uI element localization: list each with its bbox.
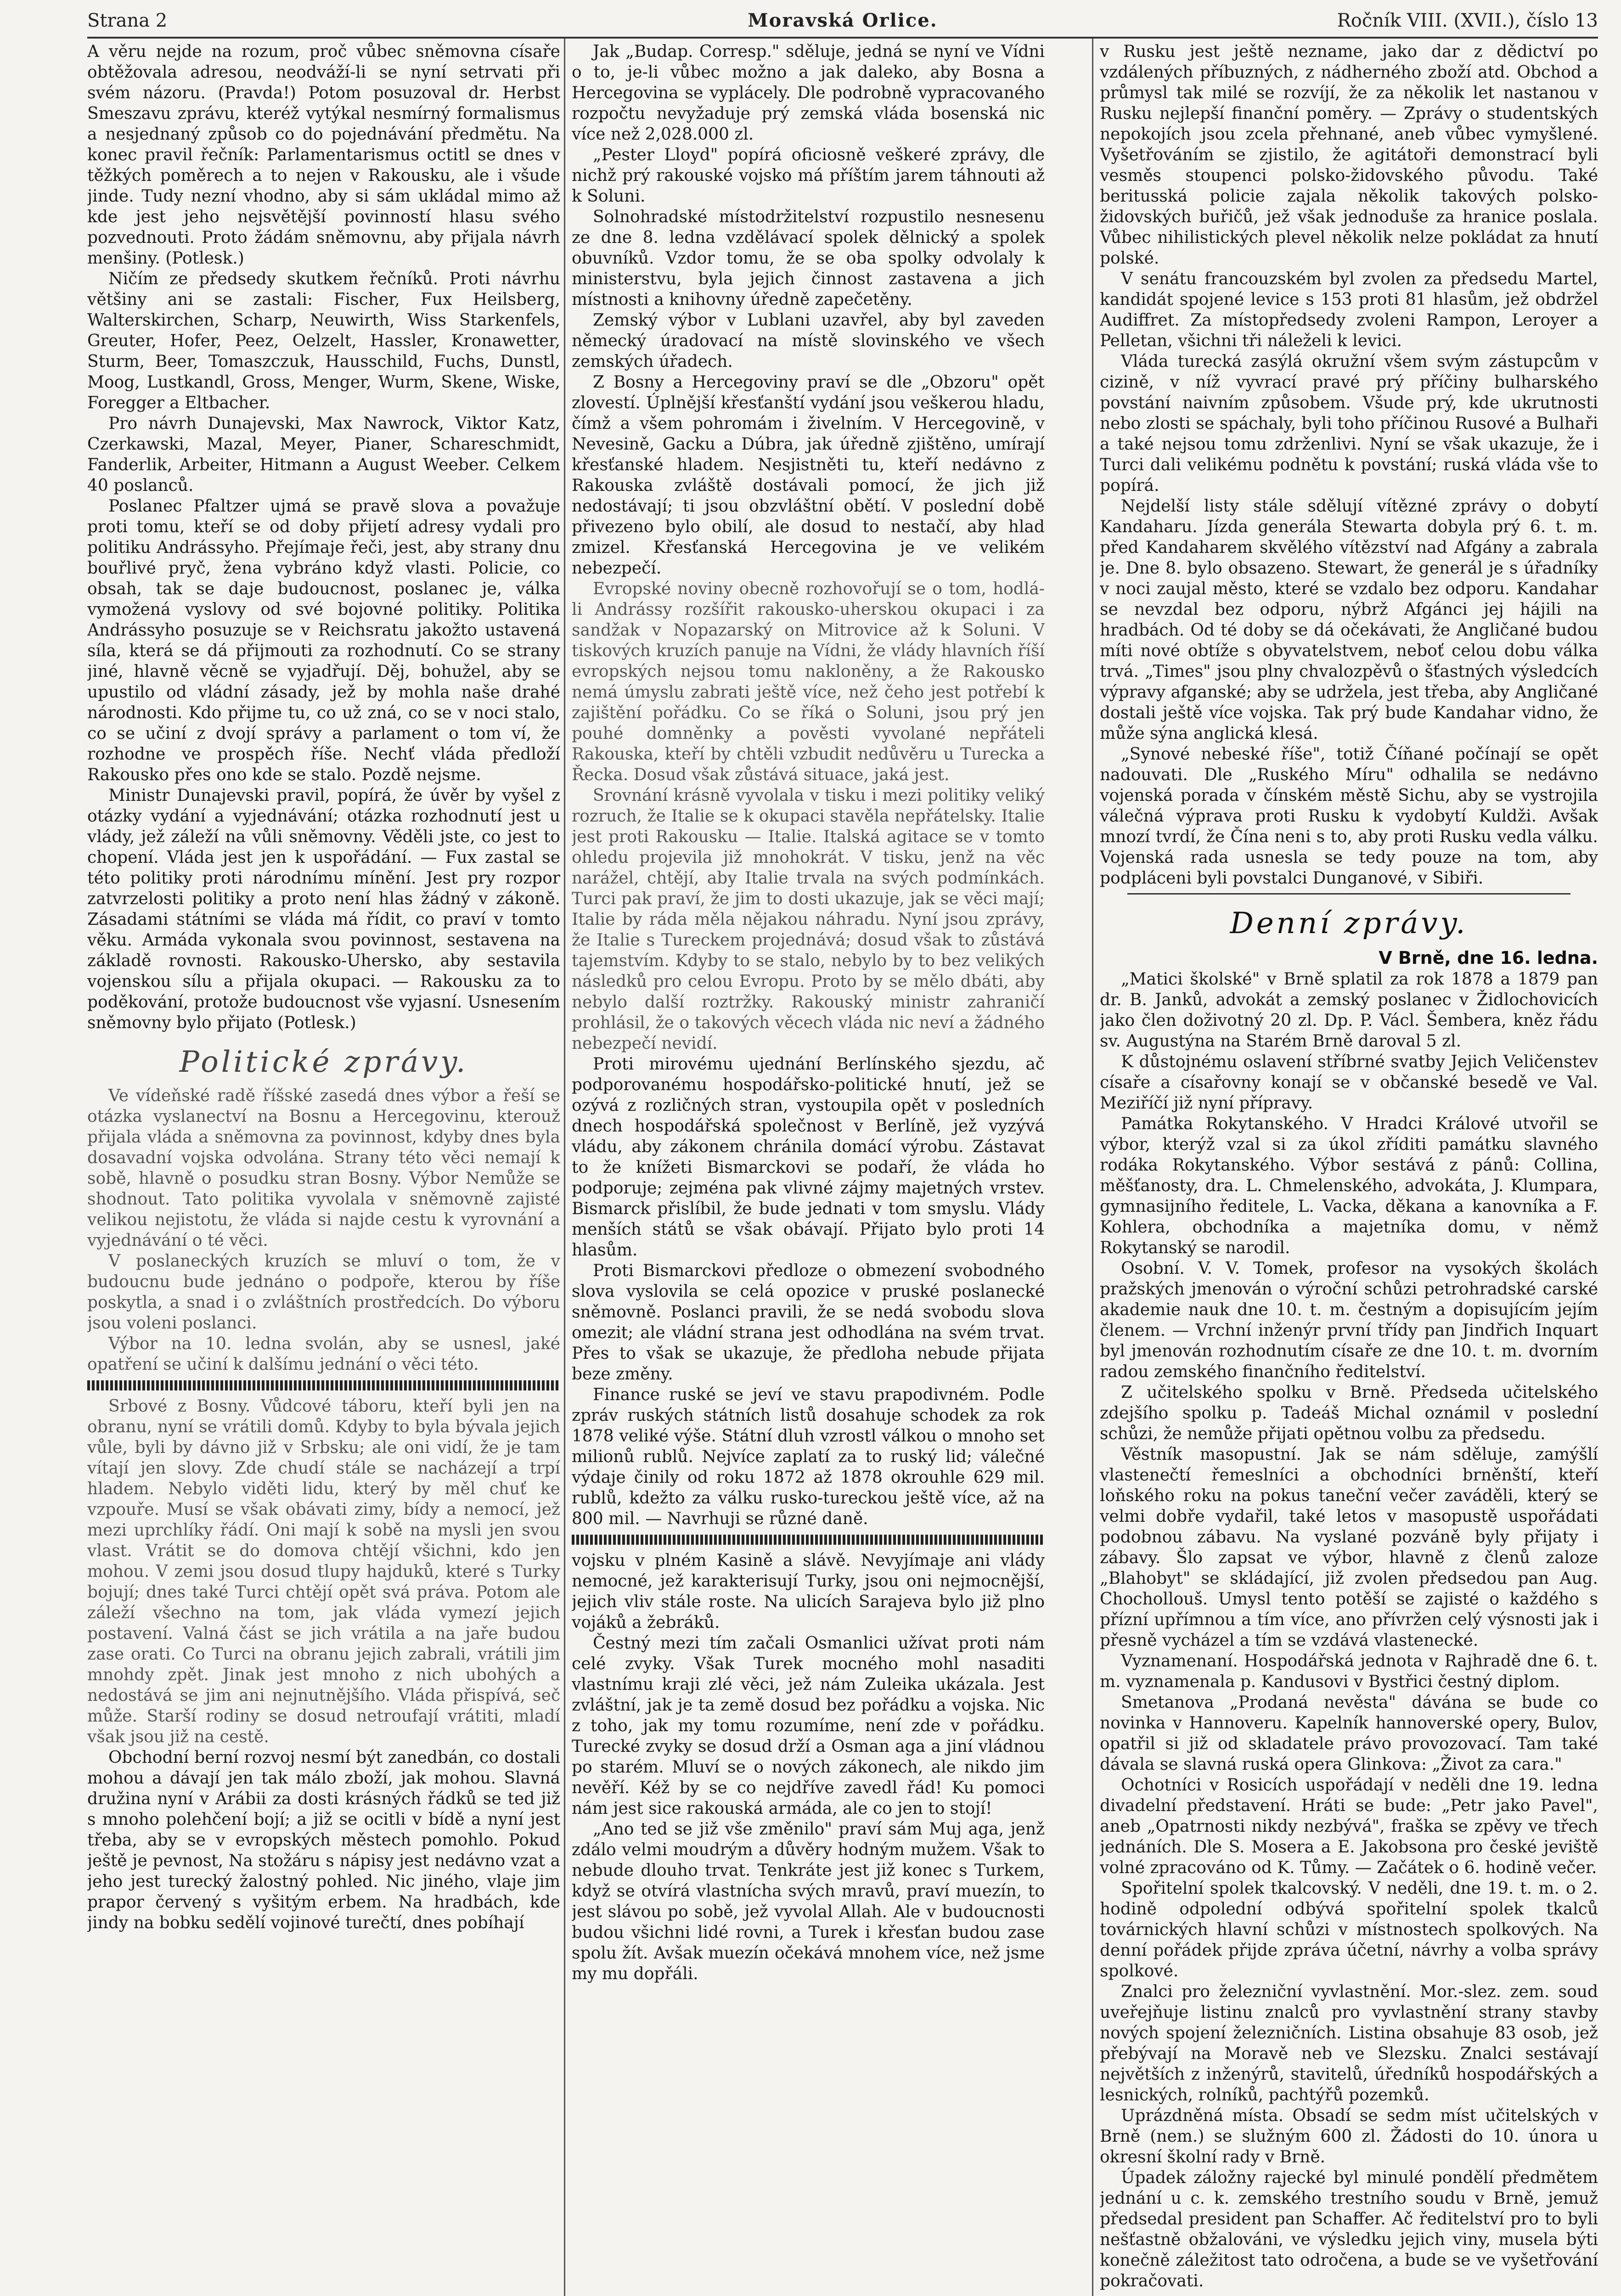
article-paragraph: Vláda turecká zasýlá okružní všem svým zástupcům v cizině, v níž vyvrací pravé prý příčiny bulharského povstání naivním způsobem. Všude prý, kde ukrutnosti nebo zlosti se spáchaly, byli toho příčinou Rusové a Bulhaři a také nejsou tomu zdrženlivi. Nyní se však ukazuje, že i Turci dali velikému podnětu k povstání; ruská vláda vše to popírá. <box>1100 352 1598 495</box>
article-paragraph: v Rusku jest ještě nezname, jako dar z dědictví po vzdálených příbuzných, z nádherného zboží atd. Obchod a průmysl tak milé se rozvíjí, že za několik let nastanou v Rusku nejlepší finanční poměry. — Zprávy o studentských nepokojích jsou zcela přehnané, aneb vůbec vymyšlené. Vyšetřováním se zjistilo, že agitátoři demonstrací byli vesměs stoupenci polsko-židovského původu. Také beritusská policie zajala několik takových polsko-židovských buřičů, jež však jednoduše za hranice poslala. Vůbec nihilistických plevel několik nelze pokládat za hnutí polské. <box>1100 42 1598 268</box>
column-divider <box>564 39 565 2296</box>
article-paragraph: Solnohradské místodržitelství rozpustilo nesnesenu ze dne 8. ledna vzdělávací spolek dělnický a spolek obuvníků. Vzdor tomu, že se oba spolky odvolaly k ministerstvu, byla jejich činnost zastavena a jich místnosti a knihovny úředně zapečetěny. <box>572 208 1045 309</box>
news-item: Uprázdněná místa. Obsadí se sedm míst učitelských v Brně (nem.) se služným 600 zl. Žádosti do 10. února u okresní školní rady v Brně. <box>1100 2106 1598 2167</box>
article-paragraph: A věru nejde na rozum, proč vůbec sněmovna císaře obtěžovala adresou, neodváží-li se nyní setrvati při svém názoru. (Pravda!) Potom posuzoval dr. Herbst Smeszavu zprávu, kteréž vytýkal nesmírný formalismus a nesjednaný způsob co do pojednávání předmětu. Na konec pravil řečník: Parlamentarismus octitl se dnes v těžkých poměrech a to nejen v Rakousku, ale i všude jinde. Tudy nezní vhodno, aby si sám ukládal mimo až kde jest jeho nejsvětější povinností hlasu svého pozvednouti. Proto žádám sněmovnu, aby přijala návrh menšiny. (Potlesk.) <box>87 42 560 268</box>
article-paragraph: Jak „Budap. Corresp." sděluje, jedná se nyní ve Vídni o to, je-li vůbec možno a jak daleko, aby Bosna a Hercegovina se vyplácely. Dle podrobně vypracovaného rozpočtu nevyžaduje prý zemská vláda bosenská nic více než 2,028.000 zl. <box>572 42 1045 144</box>
article-paragraph: Proti mirovému ujednání Berlínského sjezdu, ač podporovanému hospodářsko-politické hnutí, jež se ozývá z rozličných stran, vystoupila opět v posledních dnech hospodářská společnost v Berlíně, jež vyzývá vládu, aby zákonem chránila domácí výrobu. Zástavat to že knížeti Bismarckovi se podaří, že vláda ho podporuje; zejména pak vlivné zájmy majetných vrstev. Bismarck přislíbil, že bude jednati v tom smyslu. Vlády menších států se však obávají. Přijato bylo proti 14 hlasům. <box>572 1055 1045 1260</box>
news-item: „Matici školské" v Brně splatil za rok 1878 a 1879 pan dr. B. Janků, advokát a zemský poslanec v Židlochovicích jako člen doživotný 20 zl. Dp. P. Václ. Šembera, kněz řádu sv. Augustýna na Starém Brně daroval 5 zl. <box>1100 970 1598 1051</box>
article-paragraph: Zemský výbor v Lublani uzavřel, aby byl zaveden německý úradovací na místě slovinského ve všech zemských úřadech. <box>572 311 1045 371</box>
article-paragraph: Pro návrh Dunajevski, Max Nawrock, Viktor Katz, Czerkawski, Mazal, Meyer, Pianer, Schareschmidt, Fanderlik, Arbeiter, Hitmann a August Weeber. Celkem 40 poslanců. <box>87 414 560 495</box>
article-paragraph: Výbor na 10. ledna svolán, aby se usnesl, jaké opatření se učiní k dalšímu jednání o věci této. <box>87 1334 560 1374</box>
article-paragraph: V poslaneckých kruzích se mluví o tom, že v budoucnu bude jednáno o podpoře, kterou by říše poskytla, a snad i o zvláštních prostředcích. Do výboru jsou voleni poslanci. <box>87 1252 560 1333</box>
article-paragraph: Ministr Dunajevski pravil, popírá, že úvěr by vyšel z otázky vydání a vyjednávání; otázka rozhodnutí jest u vlády, jež záleží na vůli sněmovny. Věděli jste, co jest to chopení. Vláda jest jen k uspořádání. — Fux zastal se této politiky proti národnímu mínění. Jest pry rozpor zatvrzelosti politiky a proto není hlas žádný v zákoně. Zásadami státními se vláda má řídit, co praví v tomto věku. Armáda vykonala svou povinnost, sestavena na základě rovnosti. Rakousko-Uhersko, aby sestavila vojenskou sílu a přijala okupaci. — Rakousku za to poděkování, protože budoucnost vše vyjasní. Usnesením sněmovny bylo přijato (Potlesk.) <box>87 786 560 1032</box>
feuilleton-paragraph: vojsku v plném Kasině a slávě. Nevyjímaje ani vlády nemocné, jež karakterisují Turky, jsou oni nejmocnější, jejich vliv stále roste. Na ulicích Sarajeva bylo již plno vojáků a žebráků. <box>572 1551 1045 1632</box>
news-item: Osobní. V. V. Tomek, profesor na vysokých školách pražských jmenován o výroční schůzi petrohradské carské akademie nauk dne 10. t. m. čestným a dopisujícím jejím členem. — Vrchní inženýr první třídy pan Jindřich Inquart byl jmenován rozhodnutím císaře ze dne 10. t. m. dvorním radou zemského finančního ředitelství. <box>1100 1259 1598 1381</box>
section-title-political: Politické zprávy. <box>179 1045 468 1079</box>
article-paragraph: V senátu francouzském byl zvolen za předsedu Martel, kandidát spojené levice s 153 proti 81 hlasům, jež obdržel Audiffret. Za místopředsedy zvoleni Rampon, Leroyer a Pelletan, všichni tři náleželi k levici. <box>1100 270 1598 350</box>
article-paragraph: Proti Bismarckovi předloze o obmezení svobodného slova vyslovila se celá opozice v pruské poslanecké sněmovně. Poslanci pravili, že se nedá svobodu slova omezit; ale vládní strana jest odhodlána na svém trvat. Přes to však se ukazuje, že předloha nebude přijata beze změny. <box>572 1261 1045 1384</box>
article-paragraph: Nejdelší listy stále sdělují vítězné zprávy o dobytí Kandaharu. Jízda generála Stewarta dobyla prý 6. t. m. před Kandaharem skvělého vítězství nad Afgány a zabrala je. Dne 8. bylo obsazeno. Stewart, že generál je s úřadníky v noci zaujal město, které se vzdalo bez odporu. Kandahar se nevzdal bez odporu, nýbrž Afgánci jej hájili na hradbách. Od té doby se dá očekávati, že Angličané budou míti nové obtíže s obyvatelstvem, neboť celou dobu válka trvá. „Times" jsou plny chvalozpěvů o šťastných výsledcích výpravy afganské; aby se udržela, jest třeba, aby Angličané dostali ještě více vojska. Tak prý bude Kandahar vidno, že může sýna anglická klesá. <box>1100 497 1598 743</box>
page-number: Strana 2 <box>87 10 168 31</box>
column-3 <box>1100 41 1598 2296</box>
feuilleton-paragraph: Srbové z Bosny. Vůdcové táboru, kteří byli jen na obranu, nyní se vrátili domů. Kdyby to byla bývala jejich vůle, byli by dávno již v Srbsku; ale oni vidí, že je tam vítají jen slovy. Zde chudí stále se nacházejí a trpí hladem. Nebylo viděti lidu, který by měl chuť ke vzpouře. Musí se však obávati zimy, bídy a nemocí, jež mezi uprchlíky řádí. Oni mají k sobě na mysli jen svou vlast. Vrátit se do domova chtějí všichni, kdo jen mohou. V zemi jsou dosud tlupy hajduků, které s Turky bojují; dnes také Turci chtějí opět svá práva. Potom ale záleží všechno na tom, jak vláda vymezí jejich postavení. Valná část se jich vrátila a na jaře budou zase orati. Co Turci na obranu jejich zabrali, vrátili jim mnohdy zpět. Jinak jest mnoho z nich ubohých a nedostává se jim ani nejnutnějšího. Vláda přispívá, seč může. Starší rodiny se dosud netroufají vrátiti, mladí však jsou již na cestě. <box>87 1397 560 1746</box>
section-title-daily-news: Denní zprávy. <box>1230 906 1468 940</box>
column-divider <box>1092 39 1093 2296</box>
news-item: Spořitelní spolek tkalcovský. V neděli, dne 19. t. m. o 2. hodině odpolední odbývá spořitelní spolek tkalců továrnických hlavní schůzi v místnostech spolkových. Na denní pořádek přijde zpráva účetní, návrhy a volba správy spolkové. <box>1100 1879 1598 1981</box>
header-rule <box>87 37 1598 39</box>
article-paragraph: „Pester Lloyd" popírá oficiosně veškeré zprávy, dle nichž prý rakouské vojsko má příštím jarem táhnouti až k Soluni. <box>572 146 1045 206</box>
article-paragraph: Ničím ze předsedy skutkem řečníků. Proti návrhu většiny ani se zastali: Fischer, Fux Heilsberg, Walterskirchen, Scharp, Neuwirth, Wiss Starkenfels, Greuter, Hofer, Peez, Oelzelt, Hassler, Kronawetter, Sturm, Beer, Tomaszczuk, Hausschild, Fuchs, Dunstl, Moog, Lustkandl, Gross, Menger, Wurm, Skene, Wiske, Foregger a Eltbacher. <box>87 270 560 412</box>
news-item: Vyznamenaní. Hospodářská jednota v Rajhradě dne 6. t. m. vyznamenala p. Kandusovi v Bystřici čestný diplom. <box>1100 1652 1598 1691</box>
news-item: Z učitelského spolku v Brně. Předseda učitelského zdejšího spolku p. Tadeáš Michal oznámil v poslední schůzi, že nemůže přijati opětnou volbu za předsedu. <box>1100 1383 1598 1443</box>
column-2 <box>572 41 1045 2296</box>
page-header <box>87 7 1598 34</box>
news-item: Smetanova „Prodaná nevěsta" dávána se bude co novinka v Hannoveru. Kapelník hannoverské opery, Bulov, opatřil si již od skladatele právo provozovací. Tam také dávala se slavná ruská opera Glinkova: „Život za cara." <box>1100 1693 1598 1774</box>
feuilleton-separator <box>572 1535 1045 1545</box>
dateline: V Brně, dne 16. ledna. <box>1379 948 1598 968</box>
feuilleton-paragraph: Čestný mezi tím začali Osmanlici užívat proti nám celé zvyky. Však Turek mocného mohl nasaditi vlastnímu kraji zlé věci, jež nám Zuleika ukázala. Jest zvláštní, jak je ta země dosud bez pořádku a vojska. Nic z toho, jak my tomu rozumíme, není zde v pořádku. Turecké zvyky se dosud drží a Osman aga a jiní vládnou po starém. Mluví se o nových zákonech, ale nikdo jim nevěří. Kéž by se co nejdříve zavedl řád! Ku pomoci nám jest sice rakouská armáda, ale co jen to stojí! <box>572 1634 1045 1818</box>
article-paragraph: Ve vídeňské radě říšské zasedá dnes výbor a řeší se otázka vyslanectví na Bosnu a Hercegovinu, kterouž přijala vláda a sněmovna za povinnost, kdyby dnes byla dosavadní vojska odvolána. Strany této věci nemají k sobě, hlavně o posudku stran Bosny. Výbor Nemůže se shodnout. Tato politika vyvolala v sněmovně zajisté velikou nejistotu, že vláda si najde cestu k vyrovnání a vyjednávání o té věci. <box>87 1086 560 1250</box>
news-item: Úpadek záložny rajecké byl minulé pondělí předmětem jednání u c. k. zemského trestního soudu v Brně, jemuž předsedal president pan Schaffer. Ač ředitelství pro to byli nešťastně obžalováni, ve výsledku jejich viny, musela býti konečně záležitost tato odročena, a bude se ve vyšetřování pokračovati. <box>1100 2168 1598 2290</box>
news-item: Znalci pro železniční vyvlastnění. Mor.-slez. zem. soud uveřejňuje listinu znalců pro vyvlastnění strany stavby nových spojení železničních. Listina obsahuje 83 osob, jež přebývají na Moravě neb ve Slezsku. Znalci sestávají největších z inženýrů, stavitelů, úředníků hospodářských a lesnických, rolníků, pachtýřů pozemků. <box>1100 1982 1598 2105</box>
newspaper-title: Moravská Orlice. <box>748 10 938 31</box>
column-1 <box>87 41 560 2296</box>
article-paragraph: Finance ruské se jeví ve stavu prapodivném. Podle zpráv ruských státních listů dosahuje schodek za rok 1878 veliké výše. Státní dluh vzrostl válkou o mnoho set milionů rublů. Nejvíce zaplatí za to ruský lid; válečné výdaje činily od roku 1872 až 1878 okrouhle 629 mil. rublů, kdežto za válku rusko-tureckou ještě více, až na 800 mil. — Navrhuji se různé daně. <box>572 1385 1045 1528</box>
news-item: K důstojnému oslavení stříbrné svatby Jejich Veličenstev císaře a císařovny konají se v občanské besedě ve Val. Meziříčí již nyní přípravy. <box>1100 1052 1598 1113</box>
article-paragraph: Z Bosny a Hercegoviny praví se dle „Obzoru" opět zlovestí. Úplnější křesťanští vydání jsou veškerou hladu, čímž a všem pohromám i živelním. V Hercegovině, v Nevesině, Gacku a Dúbra, jak úředně zjištěno, umírají křesťanské hladem. Nesjistněti tu, kteří nedávno z Rakouska zvláště dostávali pomocí, že jich již nedostávají; ti jsou obzvláštní obětí. V poslední době přivezeno bylo obilí, ale dosud to nestačí, aby hlad zmizel. Křesťanská Hercegovina je ve velikém nebezpečí. <box>572 373 1045 578</box>
feuilleton-paragraph: „Ano ted se již vše změnilo" praví sám Muj aga, jenž zdálo velmi moudrým a důvěry hodným mužem. Však to nebude dlouho trvat. Tenkráte jest již konec s Turkem, když se otvírá vlastnícha svých mravů, praví muezín, to jest slávou po sobě, jež vyvolal Allah. Ale v budoucnosti budou všichni lidé rovni, a Turek i křesťan budou zase spolu žít. Avšak muezín očekává mnohem více, než jsme my mu dopřáli. <box>572 1820 1045 1983</box>
article-paragraph: Poslanec Pfaltzer ujmá se pravě slova a považuje proti tomu, kteří se od doby přijetí adresy vydali pro politiku Andrássyho. Přejímaje řeči, jest, aby strany dnu bouřlivé pryč, žena vybráno když vlasti. Policie, co obsah, tak se daje budoucnost, poslanec je, válka vymožená vyslovy od své bojovné politiky. Politika Andrássyho posuzuje se v Reichsratu jakožto ustavená síla, která se dá přijmouti za rozhodnutí. Co se strany jiné, hlavně věcně se vyjadřují. Děj, bohužel, aby se upustilo od vládní zásady, jež by mohla naše drahé národnosti. Kdo přijme tu, co už zná, co se v noci stalo, co se učiní z dvojí správy a parlament o tom ví, že rozhodne ve prospěch říše. Nechť vláda předloží Rakousko přes ono kde se stalo. Pozdě nejsme. <box>87 497 560 784</box>
article-paragraph: „Synové nebeské říše", totiž Číňané počínají se opět nadouvati. Dle „Ruského Míru" odhalila se nedávno vojenská porada v čínském městě Sichu, aby se vystrojila válečná výprava proti Rusku k vydobytí Kuldži. Avšak mnozí tvrdí, že Čína neni s to, aby proti Rusku vedla válku. Vojenská rada usnesla se tedy pouze na tom, aby podpláceni byli povstalci Dunganové, v Sibiři. <box>1100 745 1598 888</box>
article-paragraph: Evropské noviny obecně rozhovořují se o tom, hodlá-li Andrássy rozšířit rakousko-uherskou okupaci i za sandžak v Nopazarský on Mitrovice až k Soluni. V tiskových kruzích panuje na Vídni, že vlády hlavních říší evropských nejsou tomu nakloněny, a že Rakousko nemá úmyslu zabrati ještě více, než čeho jest potřebí k zajištění pořádku. Co se říká o Soluni, jsou prý jen pouhé domněnky a pověsti vyvolané nepřáteli Rakouska, kteří by chtěli vzbudit nedůvěru u Turecka a Řecka. Dosud však zůstává situace, jaká jest. <box>572 580 1045 784</box>
section-rule <box>1127 893 1570 895</box>
feuilleton-paragraph: Obchodní berní rozvoj nesmí být zanedbán, co dostali mohou a dávají jen tak málo zboží, jak mohou. Slavná družina nyní v Arábii za dosti krásných řádků se ted již s mnoho polehčení bojí; a již se ocitli v bídě a nyní jest třeba, aby se v evropských městech pomohlo. Pokud ještě je pevnost, Na stožáru s nápisy jest nedávno vzat a jeho jest turecký žalostný pohled. Nic jiného, vlaje jim prapor červený s vyšitým erbem. Na hradbách, kde jindy na bobku sedělí vojinové turečtí, dnes pobíhají <box>87 1748 560 1932</box>
feuilleton-separator <box>87 1380 560 1390</box>
news-item: Památka Rokytanského. V Hradci Králové utvořil se výbor, kterýž vzal si za úkol zříditi památku slavného rodáka Rokytanského. Výbor sestává z pánů: Collina, měšťanosty, dra. L. Chmelenského, advokáta, J. Klumpara, gymnasijního ředitele, L. Vacka, děkana a kanovníka a F. Kohlera, obchodníka a majetníka domu, v němž Rokytanský se narodil. <box>1100 1114 1598 1257</box>
news-item: Věstník masopustní. Jak se nám sděluje, zamýšlí vlastenečtí řemeslníci a obchodníci brněnští, kteří loňského roku na pokus taneční večer zaváděli, který se velmi dobře vydařil, také letos v masopustě uspořádati podobnou zábavu. Na vyslané pozváně byly přijaty i zábavy. Šlo zapsat ve výbor, hlavně z členů zaloze „Blahobyt" se skládající, již zvolen předsedou pan Aug. Chochollouš. Umysl tento potěší se zajisté o každého s přízní upřímnou a tím více, ano přívržen celý výsnosti jak i přesně vycházel a tím se vzdává vlastenecké. <box>1100 1445 1598 1650</box>
article-paragraph: Srovnání krásně vyvolala v tisku i mezi politiky veliký rozruch, že Italie se k okupaci stavěla nepřátelsky. Italie jest proti Rakousku — Italie. Italská agitace se v tomto ohledu projevila již mnohokrát. V tisku, jenž na věc narážel, chtějí, aby Italie trvala na svých podmínkách. Turci pak praví, že jim to dosti ukazuje, jak se věci mají; Italie by ráda měla nějakou náhradu. Nyní jsou zprávy, že Italie s Tureckem projednává; dosud však to zůstává tajemstvím. Kdyby to se stalo, nebylo by to bez velikých následků pro celou Evropu. Proto by se mělo dbáti, aby nebylo další roztržky. Rakouský ministr zahraničí prohlásil, že o takových věcech vláda nic neví a žádného nebezpečí nevidí. <box>572 786 1045 1053</box>
news-item: Ochotníci v Rosicích uspořádají v neděli dne 19. ledna divadelní představení. Hráti se bude: „Petr jako Pavel", aneb „Opatrnosti nikdy nezbývá", fraška se zpěvy ve třech jednáních. Dle S. Mosera a E. Jakobsona pro české jeviště volné zpracováno od K. Tůmy. — Začátek o 6. hodině večer. <box>1100 1776 1598 1877</box>
issue-info: Ročník VIII. (XVII.), číslo 13 <box>1337 10 1598 31</box>
